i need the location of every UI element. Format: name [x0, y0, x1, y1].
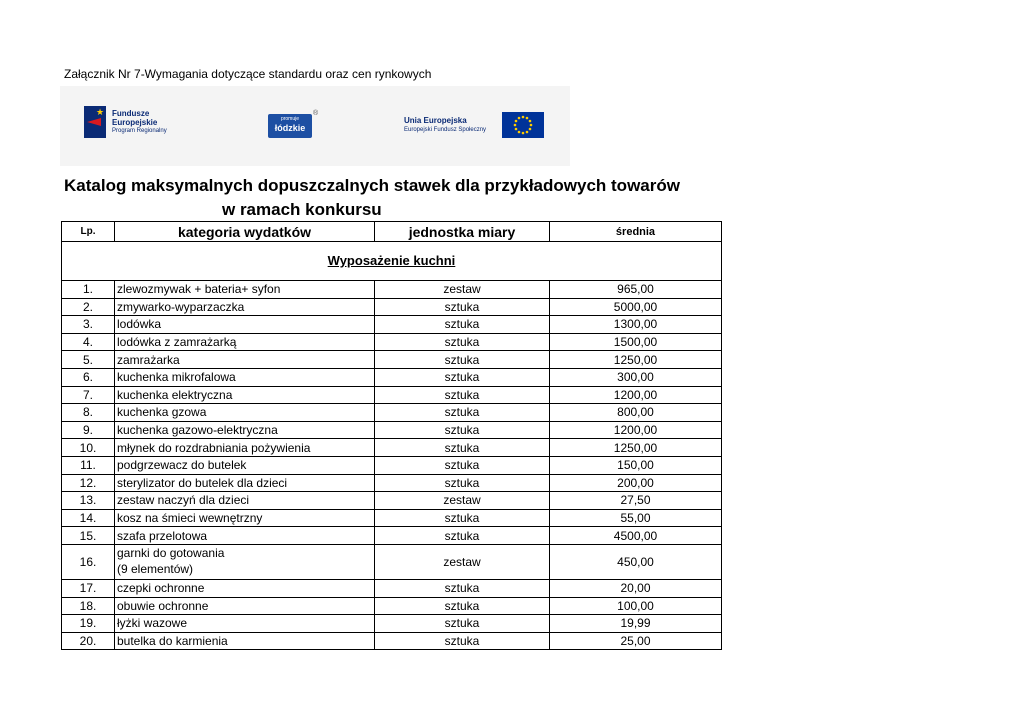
cell-kategoria	[115, 544, 375, 579]
lodz-logo-small: promuje	[280, 116, 300, 122]
cell-jednostka: sztuka	[375, 474, 550, 492]
catalog-title	[64, 174, 684, 222]
cell-lp: 12.	[62, 474, 115, 492]
cell-srednia: 1250,00	[550, 439, 722, 457]
cell-kategoria: podgrzewacz do butelek	[115, 456, 375, 474]
cell-kategoria: kosz na śmieci wewnętrzny	[115, 509, 375, 527]
table-row	[62, 281, 722, 299]
cell-lp: 5.	[62, 351, 115, 369]
fe-logo-line3: Program Regionalny	[112, 127, 167, 134]
cell-jednostka: sztuka	[375, 597, 550, 615]
cell-jednostka: sztuka	[375, 527, 550, 545]
cell-kategoria: obuwie ochronne	[115, 597, 375, 615]
cell-jednostka: sztuka	[375, 404, 550, 422]
cell-srednia: 800,00	[550, 404, 722, 422]
cell-jednostka: sztuka	[375, 579, 550, 597]
cell-jednostka: sztuka	[375, 439, 550, 457]
table-row	[62, 474, 722, 492]
catalog-title-line1: Katalog maksymalnych dopuszczalnych stawek dla przykładowych towarów	[64, 176, 680, 195]
cell-jednostka: sztuka	[375, 615, 550, 633]
cell-srednia: 27,50	[550, 492, 722, 510]
cell-lp: 9.	[62, 421, 115, 439]
cell-kategoria: butelka do karmienia	[115, 632, 375, 650]
cell-kategoria-line1: garnki do gotowania	[117, 545, 225, 560]
cell-lp: 11.	[62, 456, 115, 474]
table-row	[62, 386, 722, 404]
cell-lp: 6.	[62, 368, 115, 386]
ue-logo-line1: Unia Europejska	[404, 116, 467, 125]
cell-jednostka: sztuka	[375, 333, 550, 351]
table-header-row	[62, 222, 722, 242]
funding-logos-banner	[60, 86, 570, 166]
cell-srednia: 4500,00	[550, 527, 722, 545]
cell-kategoria: kuchenka gazowo-elektryczna	[115, 421, 375, 439]
cell-kategoria: lodówka z zamrażarką	[115, 333, 375, 351]
cell-jednostka: zestaw	[375, 544, 550, 579]
cell-srednia: 1300,00	[550, 316, 722, 334]
cell-lp: 20.	[62, 632, 115, 650]
table-row	[62, 421, 722, 439]
cell-jednostka: sztuka	[375, 316, 550, 334]
table-row	[62, 333, 722, 351]
cell-kategoria: łyżki wazowe	[115, 615, 375, 633]
header-srednia: średnia	[550, 222, 722, 242]
cell-jednostka: sztuka	[375, 298, 550, 316]
cell-kategoria: czepki ochronne	[115, 579, 375, 597]
cell-jednostka: zestaw	[375, 492, 550, 510]
cell-kategoria: kuchenka elektryczna	[115, 386, 375, 404]
cell-srednia: 965,00	[550, 281, 722, 299]
cell-lp: 16.	[62, 544, 115, 579]
table-row	[62, 597, 722, 615]
catalog-title-line2: w ramach konkursu	[222, 200, 382, 219]
table-row	[62, 544, 722, 579]
table-row	[62, 615, 722, 633]
cell-kategoria: lodówka	[115, 316, 375, 334]
cell-srednia: 150,00	[550, 456, 722, 474]
cell-jednostka: sztuka	[375, 421, 550, 439]
cell-jednostka: sztuka	[375, 386, 550, 404]
fe-logo-line1: Fundusze	[112, 108, 150, 118]
cell-lp: 1.	[62, 281, 115, 299]
cell-kategoria: młynek do rozdrabniania pożywienia	[115, 439, 375, 457]
cell-srednia: 20,00	[550, 579, 722, 597]
cell-lp: 18.	[62, 597, 115, 615]
cell-srednia: 100,00	[550, 597, 722, 615]
cell-lp: 7.	[62, 386, 115, 404]
cell-kategoria: zmywarko-wyparzaczka	[115, 298, 375, 316]
header-lp: Lp.	[62, 222, 115, 242]
registered-mark: ®	[313, 110, 319, 117]
table-row	[62, 509, 722, 527]
cell-jednostka: sztuka	[375, 351, 550, 369]
attachment-note: Załącznik Nr 7-Wymagania dotyczące standardu oraz cen rynkowych	[64, 67, 432, 81]
cell-srednia: 1200,00	[550, 421, 722, 439]
cell-kategoria: zlewozmywak + bateria+ syfon	[115, 281, 375, 299]
table-row	[62, 492, 722, 510]
cell-jednostka: sztuka	[375, 368, 550, 386]
header-jednostka: jednostka miary	[375, 222, 550, 242]
cell-srednia: 5000,00	[550, 298, 722, 316]
cell-srednia: 55,00	[550, 509, 722, 527]
table-row	[62, 351, 722, 369]
cell-srednia: 25,00	[550, 632, 722, 650]
table-row	[62, 632, 722, 650]
table-row	[62, 316, 722, 334]
cell-jednostka: zestaw	[375, 281, 550, 299]
rates-table	[61, 221, 722, 650]
cell-lp: 2.	[62, 298, 115, 316]
cell-lp: 17.	[62, 579, 115, 597]
cell-lp: 10.	[62, 439, 115, 457]
cell-srednia: 1200,00	[550, 386, 722, 404]
cell-srednia: 450,00	[550, 544, 722, 579]
cell-kategoria: zamrażarka	[115, 351, 375, 369]
unia-europejska-logo	[404, 116, 486, 134]
eu-flag-icon	[502, 112, 544, 138]
fundusze-europejskie-logo	[84, 106, 167, 138]
table-row	[62, 298, 722, 316]
cell-srednia: 300,00	[550, 368, 722, 386]
cell-lp: 4.	[62, 333, 115, 351]
cell-jednostka: sztuka	[375, 456, 550, 474]
section-row	[62, 242, 722, 281]
table-row	[62, 439, 722, 457]
cell-kategoria-line2: (9 elementów)	[117, 561, 194, 576]
table-row	[62, 368, 722, 386]
table-row	[62, 527, 722, 545]
cell-lp: 15.	[62, 527, 115, 545]
cell-srednia: 1500,00	[550, 333, 722, 351]
cell-kategoria: zestaw naczyń dla dzieci	[115, 492, 375, 510]
cell-srednia: 1250,00	[550, 351, 722, 369]
table-row	[62, 404, 722, 422]
cell-srednia: 200,00	[550, 474, 722, 492]
cell-lp: 8.	[62, 404, 115, 422]
cell-jednostka: sztuka	[375, 632, 550, 650]
fe-emblem-icon: ★	[84, 106, 106, 138]
cell-lp: 3.	[62, 316, 115, 334]
cell-srednia: 19,99	[550, 615, 722, 633]
lodz-logo-big: łódzkie	[274, 123, 306, 133]
table-row	[62, 456, 722, 474]
cell-lp: 14.	[62, 509, 115, 527]
cell-jednostka: sztuka	[375, 509, 550, 527]
cell-kategoria: szafa przelotowa	[115, 527, 375, 545]
cell-kategoria: kuchenka mikrofalowa	[115, 368, 375, 386]
section-cell	[62, 242, 722, 281]
header-kategoria: kategoria wydatków	[115, 222, 375, 242]
cell-kategoria: kuchenka gzowa	[115, 404, 375, 422]
cell-kategoria: sterylizator do butelek dla dzieci	[115, 474, 375, 492]
fe-logo-line2: Europejskie	[112, 117, 158, 127]
cell-lp: 13.	[62, 492, 115, 510]
ue-logo-line2: Europejski Fundusz Społeczny	[404, 127, 487, 133]
section-title: Wyposażenie kuchni	[327, 253, 456, 268]
table-row	[62, 579, 722, 597]
cell-lp: 19.	[62, 615, 115, 633]
promuje-lodzkie-logo	[268, 114, 312, 138]
